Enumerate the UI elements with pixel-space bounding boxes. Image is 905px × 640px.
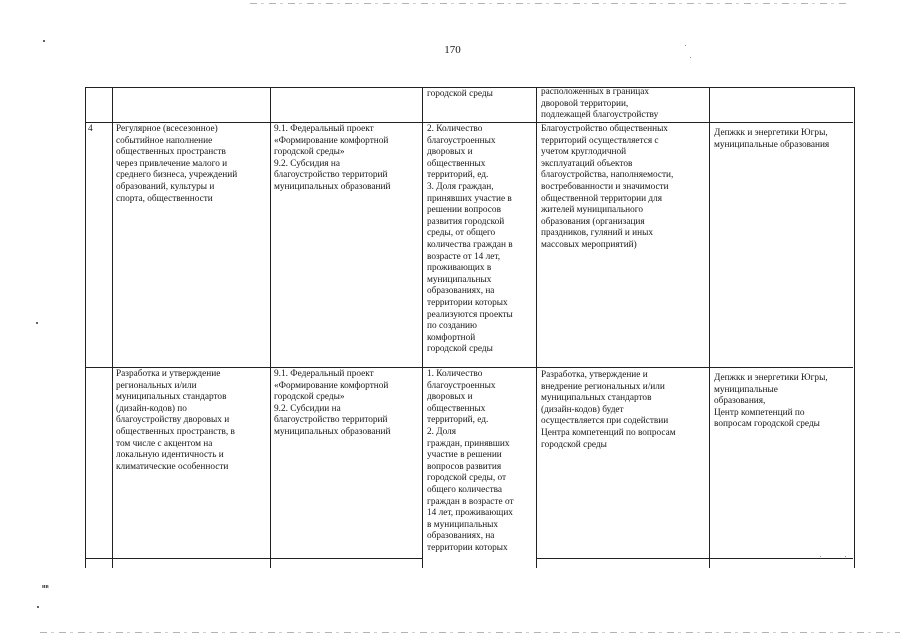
scan-speck	[36, 322, 38, 324]
table-cell-activity: Разработка и утверждение региональных и/или муниципальных стандартов (дизайн-кодов) по благоустройству дворовых и общественных пространств, в том числе с акцентом на локальную идентичность и климатические особенности	[116, 369, 235, 472]
row-divider	[536, 558, 853, 559]
scan-edge-top	[250, 3, 850, 4]
table-cell-indicators: 2. Количество благоустроенных дворовых и общественных территорий, ед. 3. Доля граждан, принявших участие в решении вопросов развития городской среды, от общего количества граждан в возрасте от 14 лет, проживающих в муниципальных образованиях, на территории которых реализуются проекты по созданию комфортной городской среды	[427, 124, 513, 355]
table-cell-description: Разработка, утверждение и внедрение региональных и/или муниципальных стандартов (дизайн-кодов) будет осуществляется при содействии Центра компетенций по вопросам городской среды	[541, 370, 676, 450]
table-cell-project: 9.1. Федеральный проект «Формирование комфортной городской среды» 9.2. Субсидия на благоустройство территорий муниципальных образований	[274, 124, 391, 192]
scan-speck	[37, 606, 39, 608]
scan-speck	[43, 40, 45, 42]
table-cell-description: Благоустройство общественных территорий осуществляется с учетом круглодичной эксплуатаций объектов благоустройства, наполняемости, востребованности и значимости общественной территории для жителей муниципального образования (организация праздников, гуляний и иных массовых мероприятий)	[541, 124, 674, 250]
column-divider	[112, 88, 113, 568]
column-divider	[270, 88, 271, 568]
column-divider	[422, 88, 423, 568]
row-divider	[86, 558, 422, 559]
column-divider	[536, 88, 537, 568]
table-cell-number: 4	[88, 124, 93, 134]
table-cell-indicators: городской среды	[427, 89, 493, 99]
table-cell-project: 9.1. Федеральный проект «Формирование комфортной городской среды» 9.2. Субсидии на благоустройство территорий муниципальных образований	[274, 369, 391, 437]
measures-table	[85, 87, 855, 568]
table-cell-executors: Депжкк и энергетики Югры, муниципальные образования, Центр компетенций по вопросам городской среды	[714, 373, 828, 430]
table-cell-indicators: 1. Количество благоустроенных дворовых и общественных территорий, ед. 2. Доля граждан, принявших участие в решении вопросов развития городской среды, от общего количества граждан в возрасте от 14 лет, проживающих в муниципальных образованиях, на территории которых	[427, 369, 514, 553]
column-divider	[709, 88, 710, 568]
scan-speck	[690, 57, 691, 58]
table-cell-executors: Депжкк и энергетики Югры, муниципальные образования	[714, 128, 830, 150]
scan-edge-bottom	[40, 632, 900, 633]
row-divider	[86, 122, 853, 123]
corner-mark: нв	[42, 584, 49, 590]
row-divider	[86, 367, 853, 368]
table-cell-activity: Регулярное (всесезонное) событийное наполнение общественных пространств через привлечение малого и среднего бизнеса, учреждений образований, культуры и спорта, общественности	[116, 124, 238, 204]
page-number: 170	[444, 44, 461, 56]
table-cell-description: расположенных в границах дворовой территории, подлежащей благоустройству	[541, 87, 659, 121]
